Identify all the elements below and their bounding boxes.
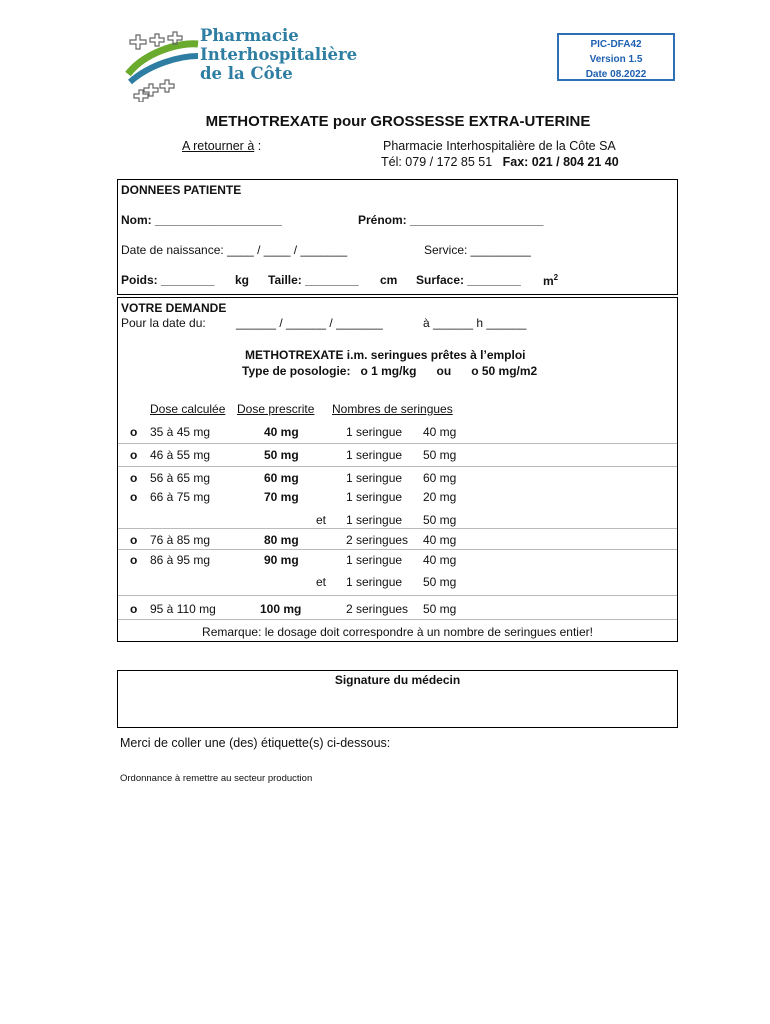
posology-option-1mgkg[interactable]: o 1 mg/kg — [360, 364, 417, 378]
row-divider — [118, 549, 677, 550]
footer-note: Ordonnance à remettre au secteur production — [120, 773, 313, 784]
request-date-field[interactable]: ______ / ______ / _______ — [236, 316, 383, 330]
page-title: METHOTREXATE pour GROSSESSE EXTRA-UTERINE — [205, 113, 591, 130]
product-line: METHOTREXATE i.m. seringues prêtes à l’emploi — [245, 348, 526, 362]
syringe-count: 1 seringue — [346, 575, 403, 589]
syringe-size: 50 mg — [423, 602, 457, 616]
dose-option-checkbox[interactable]: o — [130, 490, 138, 504]
contact-line — [381, 155, 619, 169]
document-reference-box — [557, 33, 675, 81]
syringe-size: 50 mg — [423, 448, 457, 462]
dose-option-checkbox[interactable]: o — [130, 425, 138, 439]
posology-option-50mgm2[interactable]: o 50 mg/m2 — [471, 364, 538, 378]
prescribed-dose: 100 mg — [260, 602, 302, 616]
syringe-size: 40 mg — [423, 533, 457, 547]
remark-note: Remarque: le dosage doit correspondre à un nombre de seringues entier! — [202, 625, 593, 639]
patient-name-field[interactable]: Nom: ___________________ — [121, 213, 282, 227]
pharmacy-name: Pharmacie Interhospitalière de la Côte SA — [383, 139, 616, 153]
return-label — [182, 139, 261, 153]
fax-number: Fax: 021 / 804 21 40 — [502, 155, 619, 169]
dose-option-checkbox[interactable]: o — [130, 448, 138, 462]
logo-line-3: de la Côte — [200, 64, 293, 83]
row-divider — [118, 619, 677, 620]
logo-line-2: Interhospitalière — [200, 45, 358, 64]
prescribed-dose: 60 mg — [264, 471, 299, 485]
document-version: Version 1.5 — [589, 54, 643, 65]
dose-range: 76 à 85 mg — [150, 533, 211, 547]
logo-text — [200, 26, 357, 83]
syringe-count: 1 seringue — [346, 553, 403, 567]
syringe-size: 40 mg — [423, 425, 457, 439]
patient-heading: DONNEES PATIENTE — [121, 183, 242, 197]
label-instruction: Merci de coller une (des) étiquette(s) ci-dessous: — [120, 736, 391, 750]
logo-mark-icon — [120, 22, 200, 102]
posology-label: Type de posologie: — [242, 364, 351, 378]
return-label-text: A retourner à — [182, 139, 255, 153]
syringe-size: 40 mg — [423, 553, 457, 567]
document-code: PIC-DFA42 — [590, 39, 642, 50]
dose-range: 46 à 55 mg — [150, 448, 211, 462]
surface-unit-exponent: 2 — [553, 273, 559, 282]
and-connector: et — [316, 513, 327, 527]
request-time-field[interactable]: à ______ h ______ — [423, 316, 527, 330]
dose-option-checkbox[interactable]: o — [130, 553, 138, 567]
surface-unit-base: m — [543, 274, 554, 288]
prescribed-dose: 90 mg — [264, 553, 299, 567]
row-divider — [118, 528, 677, 529]
patient-surface-field[interactable]: Surface: ________ — [416, 273, 521, 287]
patient-dob-field[interactable]: Date de naissance: ____ / ____ / _______ — [121, 243, 348, 257]
dose-range: 66 à 75 mg — [150, 490, 211, 504]
posology-line — [242, 364, 537, 378]
dose-range: 56 à 65 mg — [150, 471, 211, 485]
request-date-label: Pour la date du: — [121, 316, 206, 330]
syringe-count: 1 seringue — [346, 448, 403, 462]
weight-unit: kg — [235, 273, 250, 287]
dose-option-checkbox[interactable]: o — [130, 471, 138, 485]
prescribed-dose: 50 mg — [264, 448, 299, 462]
syringe-count: 1 seringue — [346, 425, 403, 439]
prescribed-dose: 80 mg — [264, 533, 299, 547]
syringe-size: 50 mg — [423, 513, 457, 527]
posology-or: ou — [436, 364, 452, 378]
syringe-count: 2 seringues — [346, 533, 409, 547]
pharmacy-logo — [120, 22, 358, 102]
row-divider — [118, 466, 677, 467]
dose-range: 95 à 110 mg — [150, 602, 216, 616]
patient-service-field[interactable]: Service: _________ — [424, 243, 531, 257]
request-heading: VOTRE DEMANDE — [121, 301, 227, 315]
tel-number: Tél: 079 / 172 85 51 — [381, 155, 493, 169]
syringe-size: 50 mg — [423, 575, 457, 589]
syringe-size: 60 mg — [423, 471, 457, 485]
column-header-syringes: Nombres de seringues — [332, 402, 453, 416]
dose-option-checkbox[interactable]: o — [130, 602, 138, 616]
patient-firstname-field[interactable]: Prénom: ____________________ — [358, 213, 544, 227]
height-unit: cm — [380, 273, 398, 287]
row-divider — [118, 595, 677, 596]
column-header-calculated: Dose calculée — [150, 402, 226, 416]
and-connector: et — [316, 575, 327, 589]
return-label-colon: : — [254, 139, 262, 153]
syringe-size: 20 mg — [423, 490, 457, 504]
row-divider — [118, 443, 677, 444]
column-header-prescribed: Dose prescrite — [237, 402, 315, 416]
dose-option-checkbox[interactable]: o — [130, 533, 138, 547]
logo-line-1: Pharmacie — [200, 26, 299, 45]
document-date: Date 08.2022 — [585, 69, 647, 80]
dose-range: 86 à 95 mg — [150, 553, 211, 567]
syringe-count: 1 seringue — [346, 490, 403, 504]
syringe-count: 1 seringue — [346, 471, 403, 485]
prescribed-dose: 70 mg — [264, 490, 299, 504]
syringe-count: 2 seringues — [346, 602, 409, 616]
syringe-count: 1 seringue — [346, 513, 403, 527]
prescribed-dose: 40 mg — [264, 425, 299, 439]
surface-unit — [543, 273, 558, 288]
patient-height-field[interactable]: Taille: ________ — [268, 273, 359, 287]
patient-weight-field[interactable]: Poids: ________ — [121, 273, 215, 287]
signature-heading: Signature du médecin — [334, 673, 461, 687]
dose-range: 35 à 45 mg — [150, 425, 211, 439]
